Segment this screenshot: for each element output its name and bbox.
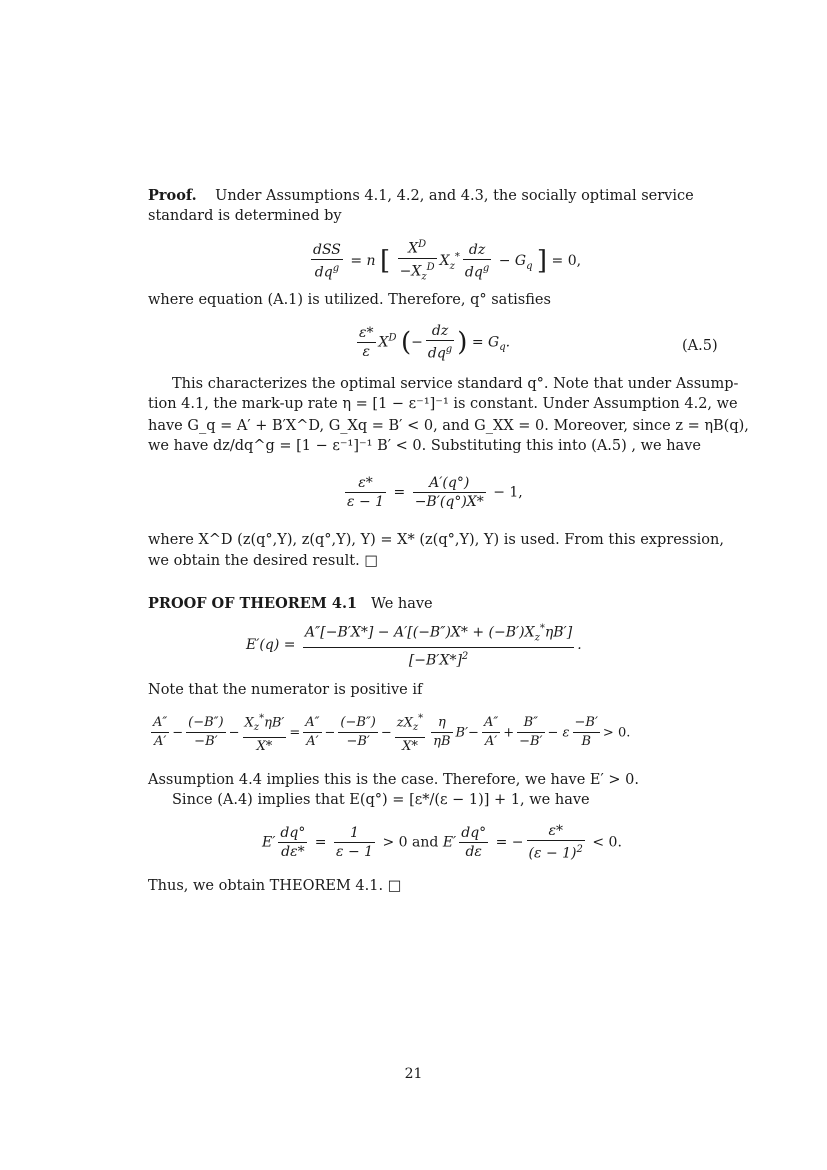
equation-markup: $\frac{\varepsilon*}{\varepsilon - 1}$ = $\frac{A'(q^\circ)}{-B'(q^\circ)X*}$ − 1, [347,475,523,510]
equation-eprime: E′(q) = $\frac{A''[-B'X*] - A'[(-B'')X* + (-B')X_z^*\eta B']}{[-B'X*]^2}$ . [246,623,582,670]
theorem-intro: We have [370,596,433,612]
equation-inequality: $\frac{A''}{A'}$ − $\frac{(-B'')}{-B'}$ − $\frac{X_z^*\eta B'}{X*}$ = $\frac{A''}{A'}$ − $\frac{(-B'')}{-B'}$ − $\frac{zX_z^*}{X*}$ $\frac{\eta}{\eta B}$ B′− $\frac{A''}{A'}$ + $\frac{B''}{-B'}$ − ε $\frac{-B'}{B}$ > 0. [153,713,631,754]
theorem-conclusion: Thus, we obtain THEOREM 4.1. □ [148,878,402,894]
equation-a5-label: (A.5) [682,338,718,354]
proof-para2-line-1: This characterizes the optimal service standard q°. Note that under Assump- [172,376,739,392]
proof-where-line-2: we obtain the desired result. □ [148,553,379,569]
theorem-since: Since (A.4) implies that E(q°) = [ε*/(ε − 1)] + 1, we have [172,792,590,808]
proof-para2-line-3: have G_q = A′ + B′X^D, G_Xq = B′ < 0, and G_XX = 0. Moreover, since z = ηB(q), [148,418,749,434]
proof-heading: Proof. [148,187,197,204]
equation-dss: $\frac{\text{dSS}}{dq^g}$ = n [ $\frac{X^D}{-X_z^D}$ $X_z^*$ $\frac{dz}{dq^g}$ − $G_q$ ] = 0, [308,236,581,286]
equation-derivatives: E′ $\frac{dq^\circ}{d\varepsilon*}$ = $\frac{1}{\varepsilon - 1}$ > 0 and E′ $\frac{dq^\circ}{d\varepsilon}$ = − $\frac{\varepsilon*}{(\varepsilon - 1)^2}$ < 0. [262,823,622,862]
theorem-note: Note that the numerator is positive if [148,682,423,698]
proof-where-line-1: where X^D (z(q°,Y), z(q°,Y), Y) = X* (z(q°,Y), Y) is used. From this expression, [148,532,724,548]
theorem-heading: PROOF OF THEOREM 4.1 [148,595,358,612]
proof-line-1 [148,186,694,206]
proof-line-2: standard is determined by [148,208,342,224]
equation-a5: $\frac{\varepsilon*}{\varepsilon}$ $X^D$ (− $\frac{dz}{dq^g}$ ) = $G_q$. [359,323,511,362]
theorem-assumption: Assumption 4.4 implies this is the case. Therefore, we have E′ > 0. [148,772,639,788]
proof-text-1: Under Assumptions 4.1, 4.2, and 4.3, the socially optimal service [215,188,694,204]
proof-para2-line-4: we have dz/dq^g = [1 − ε⁻¹]⁻¹ B′ < 0. Substituting this into (A.5) , we have [148,438,701,454]
proof-line-3: where equation (A.1) is utilized. Therefore, q° satisfies [148,292,551,308]
theorem-line-1 [148,594,433,614]
proof-para2-line-2: tion 4.1, the mark-up rate η = [1 − ε⁻¹]⁻¹ is constant. Under Assumption 4.2, we [148,396,738,412]
page-number: 21 [404,1066,423,1082]
